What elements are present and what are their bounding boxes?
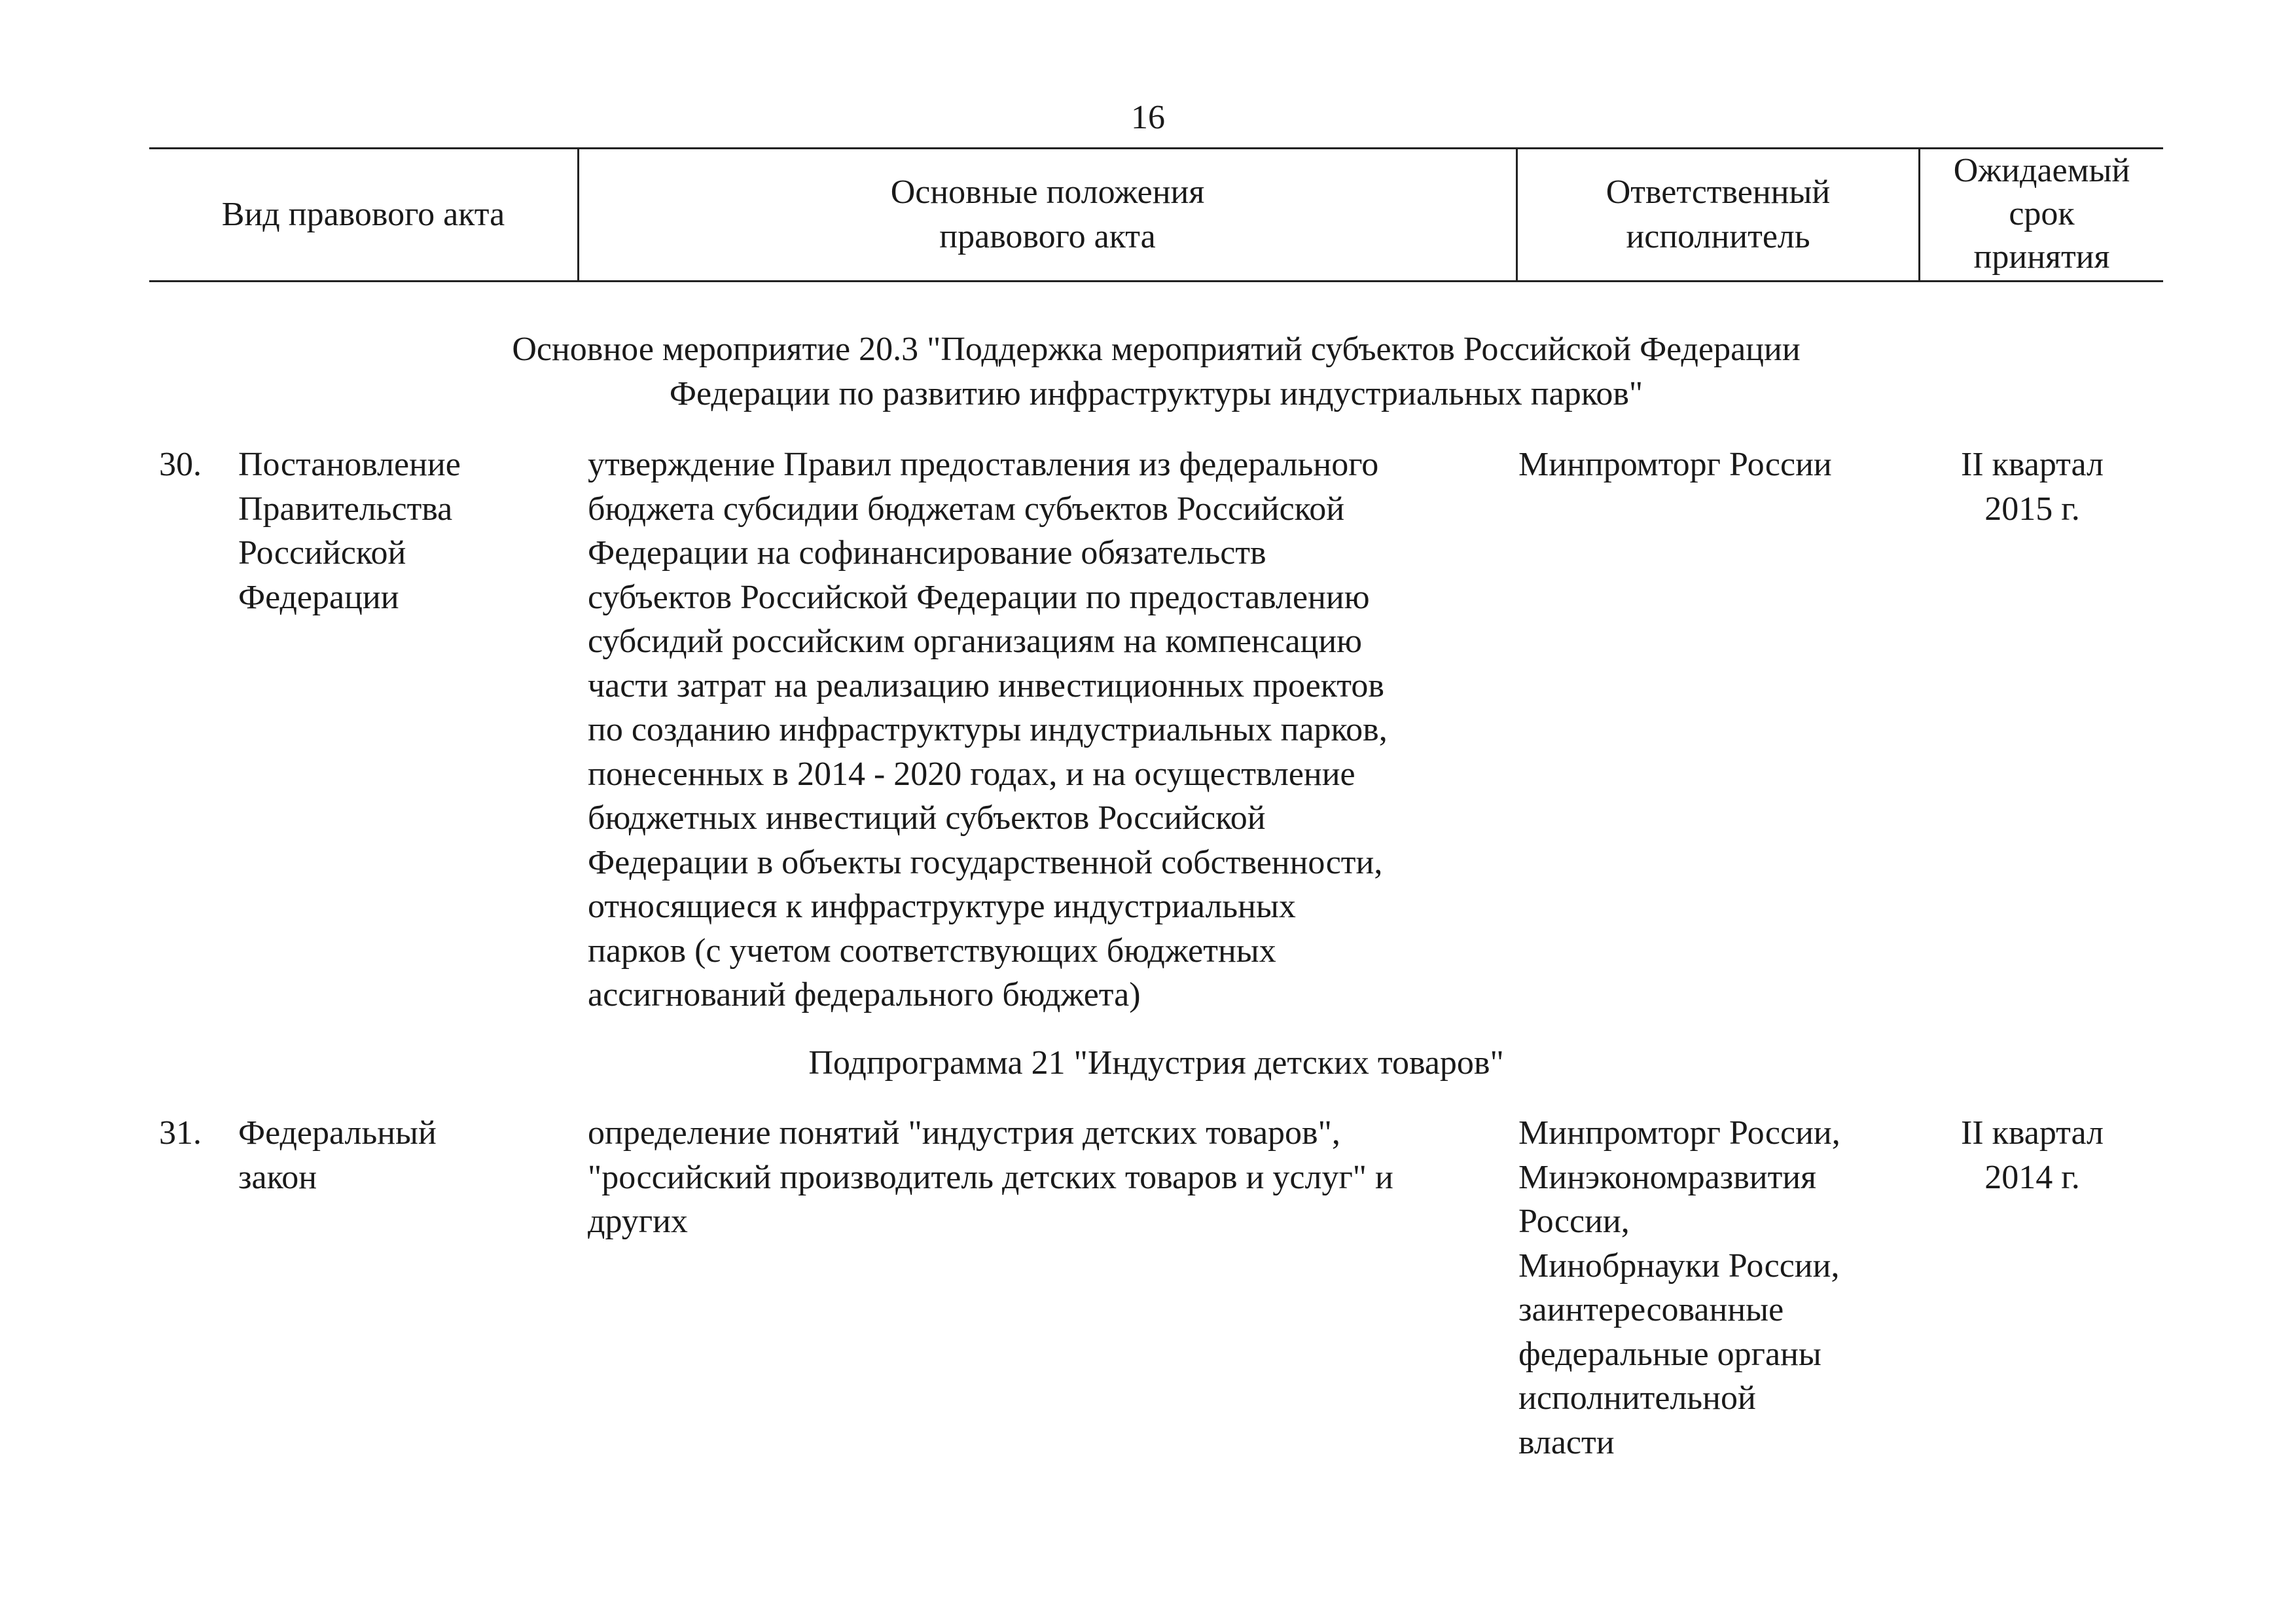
page-number: 16: [1131, 99, 1165, 136]
row-provisions: утверждение Правил предоставления из федерального бюджета субсидии бюджетам субъектов Российской Федерации на софинансирование обязательств субъектов Российской Федерации по предоставлению субсидий российским организациям на компенсацию части затрат на реализацию инвестиционных проектов по созданию инфраструктуры индустриальных парков, понесенных в 2014 - 2020 годах, и на осуществление бюджетных инвестиций субъектов Российской Федерации в объекты государственной собственности, относящиеся к инфраструктуре индустриальных парков (с учетом соответствующих бюджетных ассигнований федерального бюджета): [588, 446, 1388, 1013]
table-header: [149, 147, 2163, 282]
row-executor: Минпромторг России: [1518, 446, 1832, 483]
row-act-type: Федеральный закон: [238, 1114, 437, 1196]
row-number: 31.: [159, 1114, 202, 1152]
header-term: Ожидаемый срок принятия: [1918, 149, 2163, 280]
row-number: 30.: [159, 446, 202, 483]
section-title: Основное мероприятие 20.3 "Поддержка мероприятий субъектов Российской Федерации Федерации по развитию инфраструктуры индустриальных парков": [512, 331, 1801, 412]
header-executor: Ответственный исполнитель: [1516, 149, 1918, 280]
row-act-type: Постановление Правительства Российской Федерации: [238, 446, 461, 616]
row-executor: Минпромторг России, Минэкономразвития России, Минобрнауки России, заинтересованные федеральные органы исполнительной власти: [1518, 1114, 1840, 1461]
row-term: II квартал 2014 г.: [1960, 1114, 2104, 1196]
header-act-type: Вид правового акта: [221, 196, 505, 233]
row-term: II квартал 2015 г.: [1960, 446, 2104, 528]
header-provisions: Основные положения правового акта: [577, 149, 1516, 280]
section-title: Подпрограмма 21 "Индустрия детских товаров": [808, 1044, 1504, 1082]
row-provisions: определение понятий "индустрия детских товаров", "российский производитель детских товаров и услуг" и других: [588, 1114, 1393, 1240]
